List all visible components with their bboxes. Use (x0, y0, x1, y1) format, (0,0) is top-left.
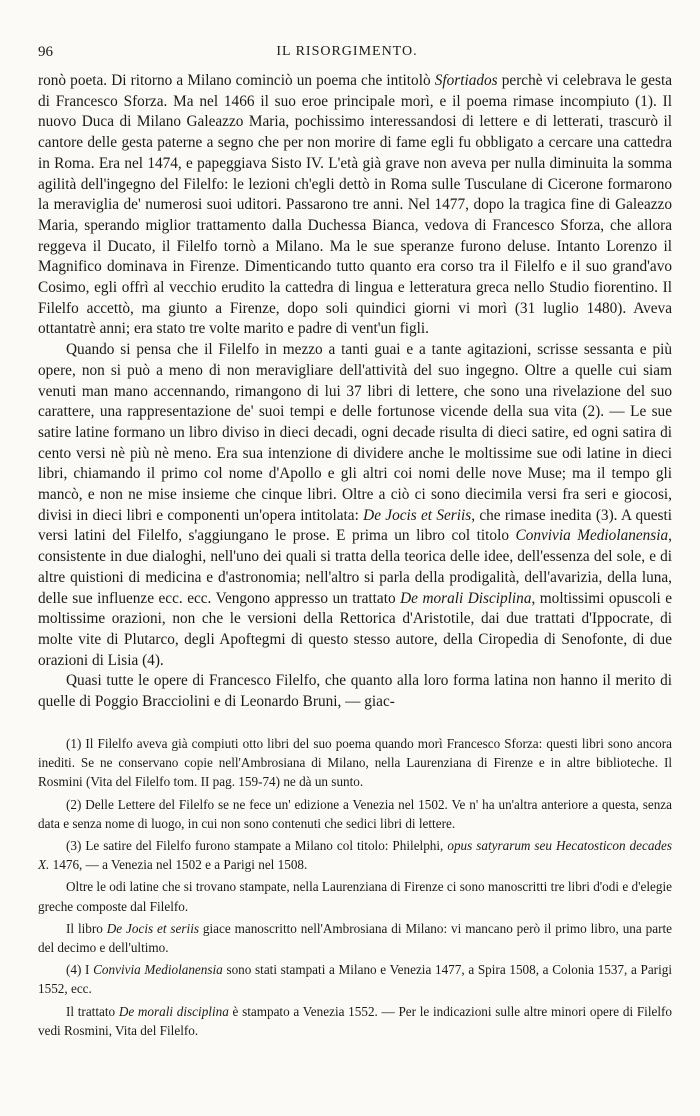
text-run: sono stati stampati a Milano e Venezia 1477, a Spira 1508, a Colonia 1537, a Parigi 1552, ecc. (38, 962, 672, 997)
footnote-3 (38, 836, 672, 874)
text-run: Quasi tutte le opere di Francesco Filelfo, che quanto alla loro forma latina non hanno il merito di quelle di Poggio Bracciolini e di Leonardo Bruni, — giac- (38, 672, 672, 711)
footnotes (38, 734, 672, 1043)
footnote-3-continuation (38, 919, 672, 957)
footnote-3-continuation (38, 877, 672, 915)
text-run: Il trattato (66, 1003, 119, 1019)
italic-title: De Jocis et Seriis (363, 506, 472, 524)
text-run: (2) Delle Lettere del Filelfo se ne fece un' edizione a Venezia nel 1502. Ve n' ha un'altra anteriore a questa, senza data e senza nome di luogo, in cui non sono contenuti che sedici libri di lettere. (38, 796, 672, 831)
footnote-4-continuation (38, 1002, 672, 1040)
text-run: 1476, — a Venezia nel 1502 e a Parigi nel 1508. (49, 857, 308, 873)
text-run: , che rimase inedita (3). A questi versi latini del Filelfo, s'aggiungano le prose. E prima un libro col titolo (38, 506, 672, 545)
running-title: IL RISORGIMENTO. (276, 44, 418, 59)
text-run: Il libro (66, 920, 107, 936)
italic-title: Sfortiados (434, 72, 498, 89)
italic-title: Convivia Mediolanensia (515, 527, 669, 545)
italic-title: opus satyrarum seu Hecatosticon decades X. (38, 838, 673, 873)
italic-title: De morali disciplina (118, 1003, 229, 1019)
text-run: (4) I (66, 962, 94, 978)
footnote-4 (38, 960, 672, 998)
text-run: Oltre le odi latine che si trovano stampate, nella Laurenziana di Firenze ci sono manoscritti tre libri d'odi e d'elegie greche composte dal Filelfo. (38, 879, 672, 914)
footnote-1 (38, 734, 672, 792)
text-run: Quando si pensa che il Filelfo in mezzo a tanti guai e a tante agitazioni, scrisse sessanta e più opere, non si può a meno di non meravigliare dell'attività del suo ingegno. Oltre a quelle cui siam venuti man mano accennando, rimangono di lui 37 libri di lettere, che sono una rivelazione del suo carattere, una rappresentazione de' suoi tempi e delle fortunose vicende della sua vita (2). — Le sue satire latine formano un libro diviso in dieci decadi, ogni decade risulta di dieci satire, ed ogni satira di cento versi nè più nè meno. Era sua intenzione di dividere anche le moltissime sue odi latine in dieci libri, chiamando il primo col nome d'Apollo e gli altri coi nomi delle nove Muse; ma il tempo gli mancò, e non ne mise insieme che cinque libri. Oltre a ciò ci sono diecimila versi fra seri e giocosi, divisi in dieci libri e componenti un'opera intitolata: (38, 341, 672, 524)
italic-title: Convivia Mediolanensia (93, 962, 223, 978)
text-run: è stampato a Venezia 1552. — Per le indicazioni sulle altre minori opere di Filelfo vedi Rosmini, Vita del Filelfo. (38, 1003, 672, 1038)
page-number: 96 (38, 44, 53, 60)
text-run: (1) Il Filelfo aveva già compiuti otto libri del suo poema quando morì Francesco Sforza: questi libri sono ancora inediti. Se ne conservano copie nell'Ambrosiana di Milano, nella Laurenziana di Firenze e in altre biblioteche. Il Rosmini (Vita del Filelfo tom. II pag. 159-74) ne dà un sunto. (38, 736, 672, 790)
body-paragraph (38, 71, 672, 340)
text-run: , consistente in due dialoghi, nell'uno dei quali si tratta della teorica delle idee, dell'essenza del sole, e di altre quistioni di medicina e d'astronomia; nell'altro si parla della prodigalità, dell'avarizia, della luna, delle sue influenze ecc. ecc. Vengono appresso un trattato (38, 527, 672, 607)
page-header (34, 44, 660, 64)
text-run: (3) Le satire del Filelfo furono stampate a Milano col titolo: Philelphi, (66, 838, 448, 854)
body-paragraph (38, 340, 672, 671)
text-run: perchè vi celebrava le gesta di Francesco Sforza. Ma nel 1466 il suo eroe principale morì, e il poema rimase incompiuto (1). Il nuovo Duca di Milano Galeazzo Maria, pochissimo interessandosi di lettere e di letterati, trascurò il cantore delle gesta paterne a segno che per non morire di fame egli fu obbligato a cercare una cattedra in Roma. Era nel 1474, e papeggiava Sisto IV. L'età già grave non aveva per nulla diminuita la somma agilità dell'ingegno del Filelfo: le lezioni ch'egli dettò in Roma sulle Tusculane di Cicerone formarono la meraviglia de' numerosi suoi uditori. Passarono tre anni. Nel 1477, dopo la tragica fine di Galeazzo Maria, sperando miglior trattamento dalla Duchessa Bianca, vedova di Francesco Sforza, che allora reggeva il Ducato, il Filelfo tornò a Milano. Ma le sue speranze furono deluse. Intanto Lorenzo il Magnifico dominava in Firenze. Dimenticando tutto quanto era corso tra il Filelfo e il suo grand'avo Cosimo, egli offrì al vecchio erudito la cattedra di lingua e letteratura greca nello Studio fiorentino. Il Filelfo accettò, ma giunto a Firenze, dopo soli quindici giorni vi morì (31 luglio 1480). Aveva ottantatrè anni; era stato tre volte marito e padre di vent'un figli. (38, 72, 672, 338)
text-run: , moltissimi opuscoli e moltissime orazioni, non che le versioni della Rettorica d'Aristotile, dai due trattati d'Ippocrate, di molte vite di Plutarco, degli Apoftegmi di questo stesso autore, della Ciropedia di Senofonte, di due orazioni di Lisia (4). (38, 589, 672, 669)
body-paragraph (38, 671, 672, 712)
text-run: ronò poeta. Di ritorno a Milano cominciò un poema che intitolò (38, 72, 435, 89)
footnote-2 (38, 795, 672, 833)
main-text (38, 71, 672, 713)
italic-title: De morali Disciplina (400, 589, 532, 607)
italic-title: De Jocis et seriis (106, 920, 199, 936)
text-run: giace manoscritto nell'Ambrosiana di Milano: vi mancano però il primo libro, una parte del decimo e dell'ultimo. (38, 920, 672, 956)
